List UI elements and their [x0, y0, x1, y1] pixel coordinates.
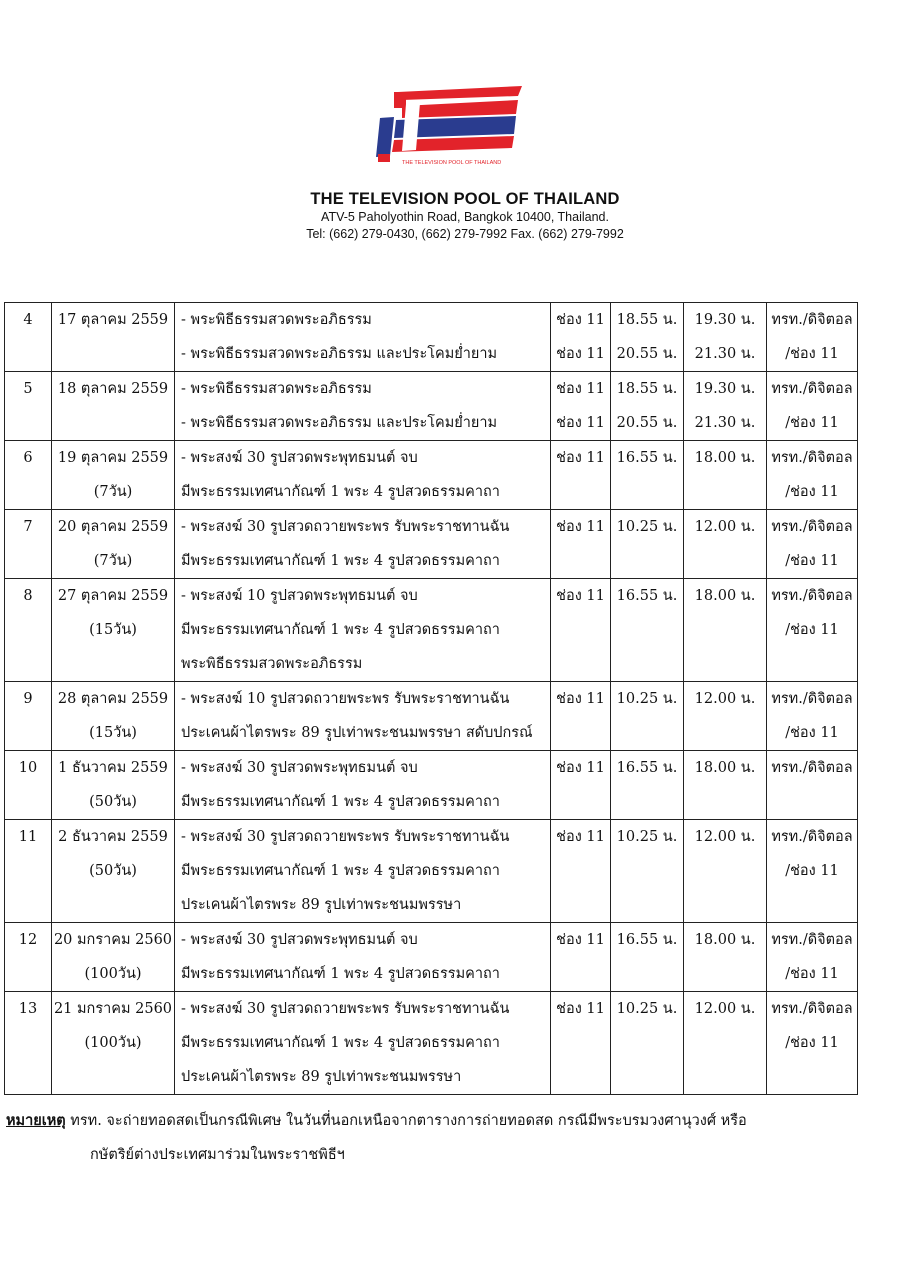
row-note	[767, 303, 858, 372]
row-program-line: - พระสงฆ์ 10 รูปสวดถวายพระพร รับพระราชทานฉัน	[181, 691, 510, 707]
table-row	[5, 372, 858, 441]
table-row	[5, 579, 858, 682]
remark-text-1: ทรท. จะถ่ายทอดสดเป็นกรณีพิเศษ ในวันที่นอกเหนือจากตารางการถ่ายทอดสด กรณีมีพระบรมวงศานุวงศ์ หรือ	[65, 1113, 747, 1129]
row-start-time	[611, 579, 684, 682]
row-date-line: (50วัน)	[89, 794, 137, 810]
row-end-time-line: 12.00 น.	[694, 1001, 756, 1017]
row-number-line: 7	[23, 519, 33, 535]
row-note-line: /ช่อง 11	[785, 725, 839, 741]
row-channel	[551, 923, 611, 992]
row-end-time-line	[684, 613, 766, 647]
row-date-line	[52, 888, 174, 922]
row-note	[767, 751, 858, 820]
row-note	[767, 510, 858, 579]
row-program-line: มีพระธรรมเทศนากัณฑ์ 1 พระ 4 รูปสวดธรรมคาถา	[181, 794, 500, 810]
row-number	[5, 820, 52, 923]
row-program-line: - พระสงฆ์ 30 รูปสวดถวายพระพร รับพระราชทานฉัน	[181, 1001, 510, 1017]
row-date-line: (15วัน)	[89, 622, 137, 638]
row-note-line: ทรท./ดิจิตอล	[771, 1001, 853, 1017]
row-start-time-line: 10.25 น.	[616, 1001, 678, 1017]
row-end-time-line	[684, 785, 766, 819]
row-end-time	[684, 820, 767, 923]
row-date-line	[52, 406, 174, 440]
row-channel-line: ช่อง 11	[556, 415, 605, 431]
row-date-line: (100วัน)	[84, 1035, 142, 1051]
row-start-time-line: 18.55 น.	[616, 312, 678, 328]
row-number	[5, 303, 52, 372]
schedule-body	[5, 303, 858, 1095]
row-program-line: - พระพิธีธรรมสวดพระอภิธรรม	[181, 312, 372, 328]
row-start-time-line	[611, 647, 683, 681]
row-date-line: (7วัน)	[93, 484, 133, 500]
row-number	[5, 510, 52, 579]
row-program-line: ประเคนผ้าไตรพระ 89 รูปเท่าพระชนมพรรษา	[181, 897, 462, 913]
row-program-line: - พระพิธีธรรมสวดพระอภิธรรม และประโคมย่ำยาม	[181, 346, 498, 362]
row-start-time-line: 16.55 น.	[616, 932, 678, 948]
row-number-line: 11	[18, 829, 38, 845]
row-note-line: /ช่อง 11	[785, 346, 839, 362]
row-date	[52, 820, 175, 923]
row-start-time	[611, 441, 684, 510]
row-end-time-line	[684, 854, 766, 888]
tpt-logo	[372, 84, 524, 174]
row-note-line	[767, 1060, 857, 1094]
row-number	[5, 923, 52, 992]
row-program-line: มีพระธรรมเทศนากัณฑ์ 1 พระ 4 รูปสวดธรรมคาถา	[181, 966, 500, 982]
row-date-line: 20 ตุลาคม 2559	[57, 519, 169, 535]
row-start-time-line	[611, 1026, 683, 1060]
row-end-time-line	[684, 716, 766, 750]
row-program	[175, 751, 551, 820]
row-channel-line: ช่อง 11	[556, 1001, 605, 1017]
row-note-line: ทรท./ดิจิตอล	[771, 760, 853, 776]
row-channel-line: ช่อง 11	[556, 519, 605, 535]
row-date	[52, 992, 175, 1095]
row-start-time	[611, 372, 684, 441]
table-row	[5, 992, 858, 1095]
row-program-line: มีพระธรรมเทศนากัณฑ์ 1 พระ 4 รูปสวดธรรมคาถา	[181, 622, 500, 638]
row-note-line: ทรท./ดิจิตอล	[771, 450, 853, 466]
row-start-time-line: 16.55 น.	[616, 760, 678, 776]
row-start-time-line: 10.25 น.	[616, 691, 678, 707]
row-end-time-line	[684, 1026, 766, 1060]
row-channel	[551, 992, 611, 1095]
row-start-time-line	[611, 1060, 683, 1094]
row-end-time-line	[684, 647, 766, 681]
row-program-line: - พระสงฆ์ 30 รูปสวดพระพุทธมนต์ จบ	[181, 932, 418, 948]
row-program-line: - พระพิธีธรรมสวดพระอภิธรรม	[181, 381, 372, 397]
row-start-time	[611, 303, 684, 372]
row-note-line: ทรท./ดิจิตอล	[771, 691, 853, 707]
row-channel-line	[551, 888, 610, 922]
row-program	[175, 441, 551, 510]
row-date	[52, 751, 175, 820]
row-end-time	[684, 303, 767, 372]
row-start-time	[611, 510, 684, 579]
row-program	[175, 820, 551, 923]
row-date	[52, 923, 175, 992]
row-note	[767, 372, 858, 441]
row-note	[767, 992, 858, 1095]
row-program-line: มีพระธรรมเทศนากัณฑ์ 1 พระ 4 รูปสวดธรรมคาถา	[181, 1035, 500, 1051]
remark-line-1	[6, 1104, 886, 1138]
row-date-line: 28 ตุลาคม 2559	[57, 691, 169, 707]
row-note-line: ทรท./ดิจิตอล	[771, 381, 853, 397]
row-date-line: 18 ตุลาคม 2559	[57, 381, 169, 397]
row-channel-line	[551, 613, 610, 647]
row-note-line: ทรท./ดิจิตอล	[771, 312, 853, 328]
row-program-line: ประเคนผ้าไตรพระ 89 รูปเท่าพระชนมพรรษา	[181, 1069, 462, 1085]
row-date-line: 2 ธันวาคม 2559	[58, 829, 168, 845]
org-address: ATV-5 Paholyothin Road, Bangkok 10400, Thailand.	[321, 210, 609, 224]
row-date-line: (50วัน)	[89, 863, 137, 879]
row-channel-line	[551, 1060, 610, 1094]
row-end-time-line: 12.00 น.	[694, 519, 756, 535]
row-date	[52, 579, 175, 682]
row-end-time-line: 18.00 น.	[694, 932, 756, 948]
row-end-time-line: 18.00 น.	[694, 588, 756, 604]
row-end-time	[684, 682, 767, 751]
row-end-time-line	[684, 475, 766, 509]
row-program-line: - พระสงฆ์ 30 รูปสวดพระพุทธมนต์ จบ	[181, 450, 418, 466]
row-number-line: 5	[23, 381, 33, 397]
row-program	[175, 303, 551, 372]
row-channel-line	[551, 544, 610, 578]
row-end-time	[684, 579, 767, 682]
row-note	[767, 820, 858, 923]
row-program-line: - พระสงฆ์ 10 รูปสวดพระพุทธมนต์ จบ	[181, 588, 418, 604]
row-note-line	[767, 888, 857, 922]
row-end-time	[684, 441, 767, 510]
row-note	[767, 682, 858, 751]
row-end-time	[684, 992, 767, 1095]
row-channel	[551, 820, 611, 923]
row-channel-line: ช่อง 11	[556, 381, 605, 397]
row-note-line: ทรท./ดิจิตอล	[771, 588, 853, 604]
row-start-time-line: 20.55 น.	[616, 346, 678, 362]
logo-caption: THE TELEVISION POOL OF THAILAND	[402, 160, 502, 166]
row-start-time-line	[611, 888, 683, 922]
row-number-line: 12	[18, 932, 38, 948]
row-note-line: /ช่อง 11	[785, 1035, 839, 1051]
row-channel-line: ช่อง 11	[556, 760, 605, 776]
row-start-time-line: 10.25 น.	[616, 519, 678, 535]
row-date	[52, 372, 175, 441]
row-number	[5, 441, 52, 510]
row-channel	[551, 579, 611, 682]
row-channel-line	[551, 716, 610, 750]
letterhead	[0, 190, 900, 243]
table-row	[5, 303, 858, 372]
row-channel-line	[551, 475, 610, 509]
row-date-line: 20 มกราคม 2560	[53, 932, 173, 948]
row-note-line	[767, 647, 857, 681]
row-program-line: - พระสงฆ์ 30 รูปสวดถวายพระพร รับพระราชทานฉัน	[181, 519, 510, 535]
row-start-time-line	[611, 613, 683, 647]
row-note	[767, 579, 858, 682]
row-end-time-line	[684, 1060, 766, 1094]
row-note-line: ทรท./ดิจิตอล	[771, 519, 853, 535]
row-program	[175, 510, 551, 579]
row-note-line: /ช่อง 11	[785, 622, 839, 638]
row-start-time	[611, 820, 684, 923]
row-date-line: 1 ธันวาคม 2559	[58, 760, 168, 776]
row-channel	[551, 751, 611, 820]
row-end-time-line	[684, 544, 766, 578]
row-date-line	[52, 1060, 174, 1094]
row-channel-line	[551, 957, 610, 991]
row-end-time-line: 19.30 น.	[694, 381, 756, 397]
row-start-time-line: 16.55 น.	[616, 588, 678, 604]
row-end-time-line: 19.30 น.	[694, 312, 756, 328]
row-note-line: /ช่อง 11	[785, 553, 839, 569]
table-row	[5, 923, 858, 992]
row-number-line: 6	[23, 450, 33, 466]
row-program-line: - พระสงฆ์ 30 รูปสวดถวายพระพร รับพระราชทานฉัน	[181, 829, 510, 845]
row-note-line: /ช่อง 11	[785, 415, 839, 431]
row-channel-line	[551, 647, 610, 681]
row-end-time-line: 18.00 น.	[694, 760, 756, 776]
remark-label: หมายเหตุ	[6, 1112, 66, 1129]
remark	[6, 1104, 886, 1172]
row-end-time-line	[684, 957, 766, 991]
row-start-time-line	[611, 475, 683, 509]
row-program-line: มีพระธรรมเทศนากัณฑ์ 1 พระ 4 รูปสวดธรรมคาถา	[181, 553, 500, 569]
row-start-time-line: 16.55 น.	[616, 450, 678, 466]
row-program	[175, 579, 551, 682]
row-program	[175, 682, 551, 751]
row-start-time-line	[611, 785, 683, 819]
row-program-line: - พระสงฆ์ 30 รูปสวดพระพุทธมนต์ จบ	[181, 760, 418, 776]
row-channel-line: ช่อง 11	[556, 588, 605, 604]
row-number-line: 4	[23, 312, 33, 328]
row-date-line: (100วัน)	[84, 966, 142, 982]
row-number	[5, 992, 52, 1095]
row-channel	[551, 441, 611, 510]
row-channel-line	[551, 785, 610, 819]
row-note-line: /ช่อง 11	[785, 484, 839, 500]
row-channel-line: ช่อง 11	[556, 932, 605, 948]
row-number	[5, 372, 52, 441]
row-end-time-line: 21.30 น.	[694, 346, 756, 362]
row-end-time-line: 12.00 น.	[694, 829, 756, 845]
row-number-line: 10	[18, 760, 38, 776]
row-program	[175, 992, 551, 1095]
row-number	[5, 682, 52, 751]
table-row	[5, 820, 858, 923]
row-date-line: 17 ตุลาคม 2559	[57, 312, 169, 328]
remark-text-2: กษัตริย์ต่างประเทศมาร่วมในพระราชพิธีฯ	[90, 1147, 345, 1163]
row-program-line: มีพระธรรมเทศนากัณฑ์ 1 พระ 4 รูปสวดธรรมคาถา	[181, 863, 500, 879]
row-channel-line: ช่อง 11	[556, 312, 605, 328]
row-number-line: 9	[23, 691, 33, 707]
row-date-line: (15วัน)	[89, 725, 137, 741]
row-date	[52, 682, 175, 751]
row-start-time-line	[611, 716, 683, 750]
org-contact: Tel: (662) 279-0430, (662) 279-7992 Fax. (662) 279-7992	[306, 227, 624, 241]
row-note-line: ทรท./ดิจิตอล	[771, 829, 853, 845]
broadcast-schedule-table	[4, 302, 858, 1095]
table-row	[5, 682, 858, 751]
row-start-time-line: 10.25 น.	[616, 829, 678, 845]
row-note-line: /ช่อง 11	[785, 863, 839, 879]
row-end-time-line: 21.30 น.	[694, 415, 756, 431]
row-note	[767, 441, 858, 510]
row-note	[767, 923, 858, 992]
row-date	[52, 303, 175, 372]
row-date-line: (7วัน)	[93, 553, 133, 569]
row-end-time-line: 12.00 น.	[694, 691, 756, 707]
row-date-line: 27 ตุลาคม 2559	[57, 588, 169, 604]
row-channel-line: ช่อง 11	[556, 346, 605, 362]
row-end-time-line	[684, 888, 766, 922]
table-row	[5, 751, 858, 820]
row-channel-line	[551, 854, 610, 888]
row-end-time	[684, 372, 767, 441]
row-start-time	[611, 682, 684, 751]
row-date-line	[52, 337, 174, 371]
row-channel	[551, 372, 611, 441]
row-start-time-line: 20.55 น.	[616, 415, 678, 431]
row-number	[5, 751, 52, 820]
row-program-line: - พระพิธีธรรมสวดพระอภิธรรม และประโคมย่ำยาม	[181, 415, 498, 431]
row-program-line: พระพิธีธรรมสวดพระอภิธรรม	[181, 656, 363, 672]
row-note-line: ทรท./ดิจิตอล	[771, 932, 853, 948]
row-channel-line: ช่อง 11	[556, 450, 605, 466]
row-channel	[551, 303, 611, 372]
row-program-line: ประเคนผ้าไตรพระ 89 รูปเท่าพระชนมพรรษา สดับปกรณ์	[181, 725, 533, 741]
row-program-line: มีพระธรรมเทศนากัณฑ์ 1 พระ 4 รูปสวดธรรมคาถา	[181, 484, 500, 500]
row-start-time-line: 18.55 น.	[616, 381, 678, 397]
row-channel-line: ช่อง 11	[556, 691, 605, 707]
row-date-line	[52, 647, 174, 681]
row-end-time	[684, 510, 767, 579]
row-number-line: 13	[18, 1001, 38, 1017]
row-end-time	[684, 751, 767, 820]
row-date	[52, 510, 175, 579]
row-date-line: 21 มกราคม 2560	[53, 1001, 173, 1017]
row-number-line: 8	[23, 588, 33, 604]
row-end-time	[684, 923, 767, 992]
row-end-time-line: 18.00 น.	[694, 450, 756, 466]
row-channel-line: ช่อง 11	[556, 829, 605, 845]
row-date	[52, 441, 175, 510]
row-program	[175, 372, 551, 441]
table-row	[5, 510, 858, 579]
row-start-time	[611, 751, 684, 820]
row-date-line: 19 ตุลาคม 2559	[57, 450, 169, 466]
row-program	[175, 923, 551, 992]
row-start-time	[611, 992, 684, 1095]
row-channel-line	[551, 1026, 610, 1060]
row-note-line	[767, 785, 857, 819]
row-number	[5, 579, 52, 682]
row-channel	[551, 682, 611, 751]
org-name: THE TELEVISION POOL OF THAILAND	[310, 190, 620, 208]
row-start-time-line	[611, 544, 683, 578]
row-start-time	[611, 923, 684, 992]
table-row	[5, 441, 858, 510]
row-start-time-line	[611, 854, 683, 888]
row-channel	[551, 510, 611, 579]
row-note-line: /ช่อง 11	[785, 966, 839, 982]
row-start-time-line	[611, 957, 683, 991]
